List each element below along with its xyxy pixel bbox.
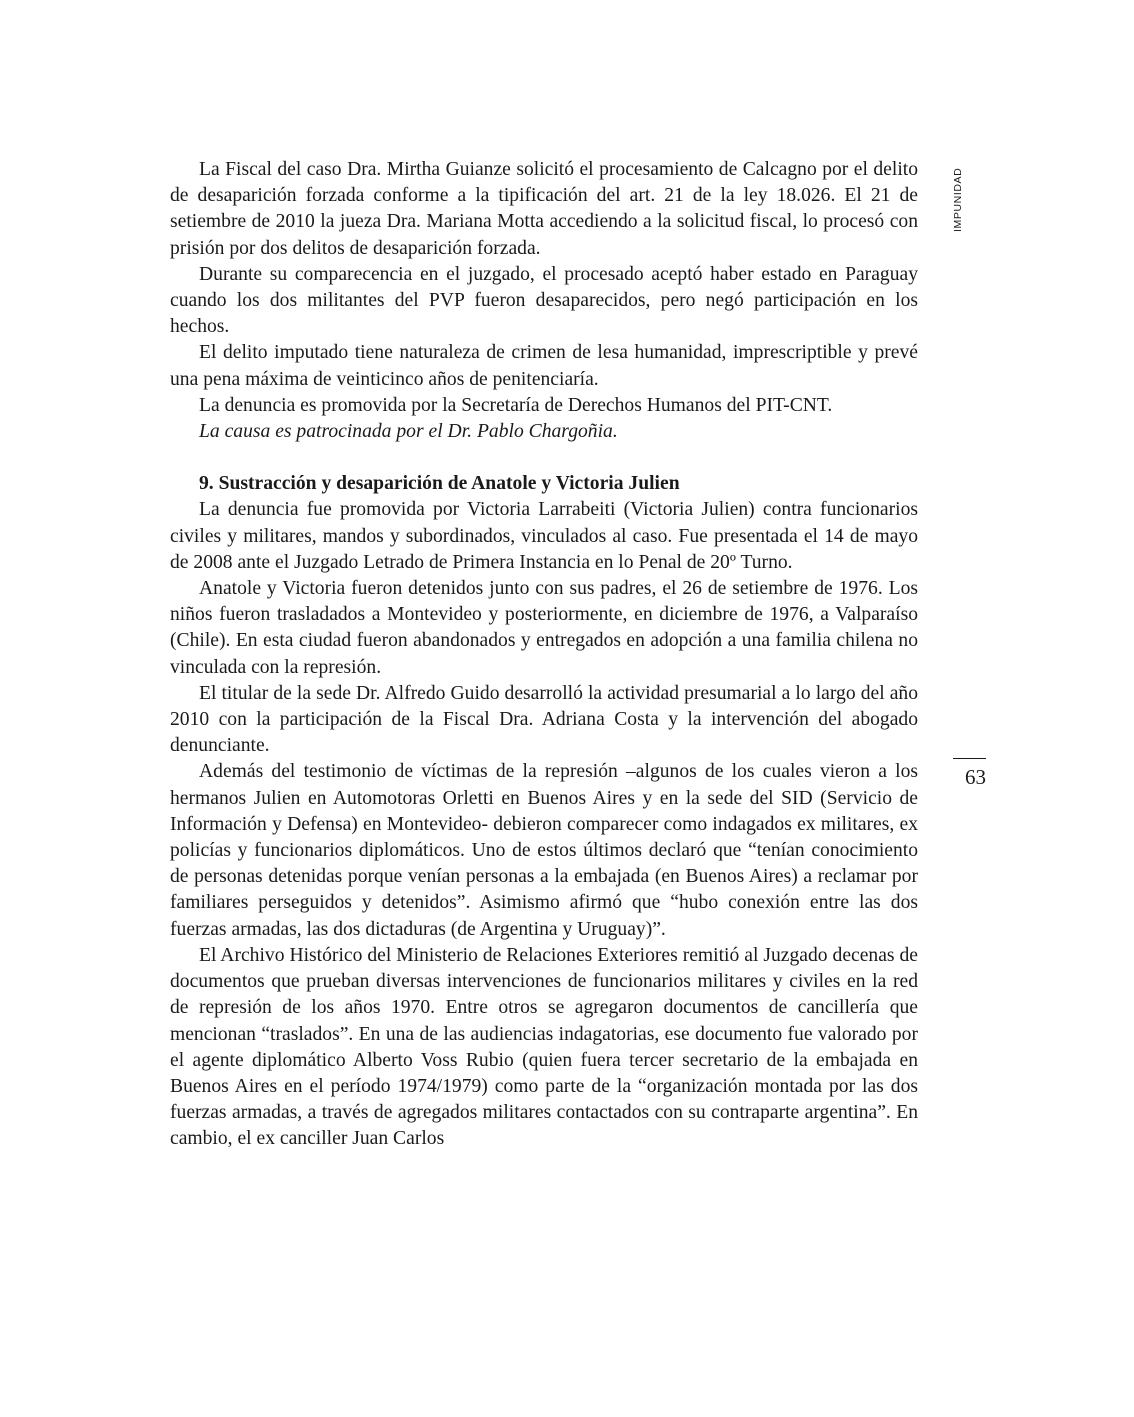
paragraph-testimony: Además del testimonio de víctimas de la represión –algunos de los cuales vieron a los hermanos Julien en Automotoras Orletti en Buenos Aires y en la sede del SID (Servicio de Información y Defensa) en Montevideo- debieron comparecer como indagados ex militares, ex policías y funcionarios diplomáticos. Uno de estos últimos declaró que “tenían conocimiento de personas detenidas porque venían personas a la embajada (en Buenos Aires) a reclamar por familiares perseguidos y detenidos”. Asimismo afirmó que “hubo conexión entre las dos fuerzas armadas, las dos dictaduras (de Argentina y Uruguay)”. <box>170 761 918 940</box>
paragraph-complaint-filed: La denuncia fue promovida por Victoria Larrabeiti (Victoria Julien) contra funcionarios civiles y militares, mandos y subordinados, vinculados al caso. Fue presentada el 14 de mayo de 2008 ante el Juzgado Letrado de Primera Instancia en lo Penal de 20º Turno. <box>170 499 918 573</box>
section-heading: 9. Sustracción y desaparición de Anatole y Victoria Julien <box>199 473 680 495</box>
paragraph-fiscal-request: La Fiscal del caso Dra. Mirtha Guianze solicitó el procesamiento de Calcagno por el delito de desaparición forzada conforme a la tipificación del art. 21 de la ley 18.026. El 21 de setiembre de 2010 la jueza Dra. Mariana Motta accediendo a la solicitud fiscal, lo procesó con prisión por dos delitos de desaparición forzada. <box>170 159 918 259</box>
paragraph-case-sponsor: La causa es patrocinada por el Dr. Pablo Chargoñia. <box>199 421 618 443</box>
page-number-rule <box>953 758 986 759</box>
running-section-label: IMPUNIDAD <box>952 167 964 232</box>
paragraph-presumarial-activity: El titular de la sede Dr. Alfredo Guido desarrolló la actividad presumarial a lo largo del año 2010 con la participación de la Fiscal Dra. Adriana Costa y la intervención del abogado denunciante. <box>170 682 918 757</box>
paragraph-detention: Anatole y Victoria fueron detenidos junto con sus padres, el 26 de setiembre de 1976. Los niños fueron trasladados a Montevideo y posteriormente, en diciembre de 1976, a Valparaíso (Chile). En esta ciudad fueron abandonados y entregados en adopción a una familia chilena no vinculada con la represión. <box>170 578 918 678</box>
paragraph-complaint-promoter: La denuncia es promovida por la Secretaría de Derechos Humanos del PIT-CNT. <box>199 394 833 416</box>
paragraph-historical-archive: El Archivo Histórico del Ministerio de Relaciones Exteriores remitió al Juzgado decenas de documentos que prueban diversas intervenciones de funcionarios militares y civiles en la red de represión de los años 1970. Entre otros se agregaron documentos de cancillería que mencionan “traslados”. En una de las audiencias indagatorias, ese documento fue valorado por el agente diplomático Alberto Voss Rubio (quien fuera tercer secretario de la embajada en Buenos Aires en el período 1974/1979) como parte de la “organización montada por las dos fuerzas armadas, a través de agregados militares contactados con su contraparte argentina”. En cambio, el ex canciller Juan Carlos <box>170 944 918 1150</box>
paragraph-defendant-appearance: Durante su comparecencia en el juzgado, el procesado aceptó haber estado en Paraguay cuando los dos militantes del PVP fueron desaparecidos, pero negó participación en los hechos. <box>170 263 918 338</box>
page-number: 63 <box>965 765 986 789</box>
paragraph-crime-nature: El delito imputado tiene naturaleza de crimen de lesa humanidad, imprescriptible y prevé una pena máxima de veinticinco años de penitenciaría. <box>170 342 918 390</box>
main-text-column <box>170 157 918 1153</box>
